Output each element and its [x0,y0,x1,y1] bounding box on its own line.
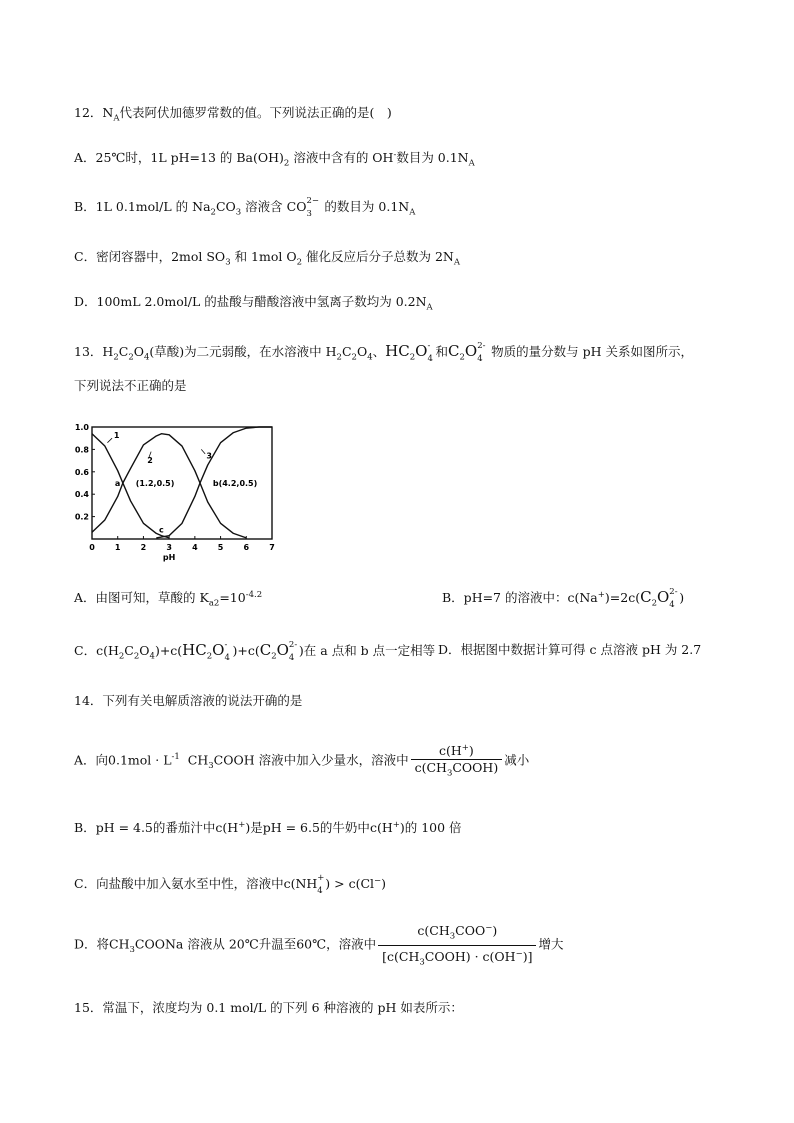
q14-option-b: B．pH = 4.5的番茄汁中c(H+)是pH = 6.5的牛奶中c(H+)的 100 倍 [74,820,462,836]
x-tick-label: 2 [140,543,147,552]
series-label-leader [107,438,112,442]
q14-a-fraction: $\frac{c(H^+)}{c(CH_3COOH)}$ [411,740,503,782]
y-tick-label: 0.2 [74,512,89,522]
series-label: 1 [113,431,120,441]
y-tick-label: 0.4 [74,490,89,500]
x-tick-label: 7 [269,543,275,552]
q14-stem: 14．下列有关电解质溶液的说法开确的是 [74,693,303,708]
series-label: 2 [147,455,153,465]
q14-option-d: D．将$CH_3COONa$ 溶液从 20℃升温至60℃，溶液中 $\frac{c(CH_3COO^-)}{[c(CH_3COOH) \cdot c(OH^-)]}$ 增大 [74,920,564,970]
chart-annotation: a [114,479,121,488]
speciation-chart [70,415,282,565]
x-tick-label: 5 [217,543,224,552]
x-tick-label: 6 [243,543,250,552]
chart-annotation: c [159,525,164,535]
q13-option-b: B．pH=7 的溶液中：$c(Na^+)=2c(C_2O$ 2- 4 ) [442,587,685,611]
q13-stem-line1: 13．$H_2C_2O_4$(草酸)为二元弱酸，在水溶液中 $H_2C_2O_4$、$HC_2O$ - 4 和$C_2O$ 2- 4 物质的量分数与 pH 关系如图所示， [74,341,694,364]
q12-option-c: C．密闭容器中，2mol $SO_3$ 和 1mol $O_2$ 催化反应后分子总数为 $2N_A$ [74,249,461,268]
q12-option-b: B．1L 0.1mol/L 的 $Na_2CO_3$ 溶液含 CO 2− 3 的数目为 $0.1N_A$ [74,196,416,219]
y-tick-label: 1.0 [74,423,89,432]
q12-option-d: D．100mL 2.0mol/L 的盐酸与醋酸溶液中氢离子数均为 $0.2N_A$ [74,294,433,313]
y-tick-label: 0.8 [74,445,89,455]
x-tick-label: 4 [192,543,198,552]
chart-annotation: b(4.2,0.5) [212,479,258,488]
q13-option-d: D．根据图中数据计算可得 c 点溶液 pH 为 2.7 [438,642,702,657]
q13-option-a: A．由图可知，草酸的 $K_{a2}=10^{-4.2}$ [74,590,263,609]
q14-d-fraction: $\frac{c(CH_3COO^-)}{[c(CH_3COOH) \cdot c(OH^-)]}$ [378,920,536,970]
series-label-leader [201,449,205,453]
y-tick-label: 0.6 [74,467,89,477]
x-tick-label: 3 [166,543,172,552]
series-label: 3 [206,451,213,461]
x-tick-label: 1 [114,543,121,552]
x-axis-label: pH [162,553,176,562]
q12-stem: 12．$N_A$代表阿伏加德罗常数的值。下列说法正确的是( ) [74,105,392,124]
q14-option-c: C．向盐酸中加入氨水至中性，溶液中c(NH + 4 ) > c(Cl−) [74,873,387,897]
q13-stem-line2: 下列说法不正确的是 [74,378,187,393]
x-tick-label: 0 [89,543,95,552]
q14-option-a: A．向$0.1mol \cdot L^{-1}$ $CH_3COOH$ 溶液中加入少量水，溶液中 $\frac{c(H^+)}{c(CH_3COOH)}$ 减小 [74,740,529,782]
q12-option-a: A．25℃时，1L pH=13 的 $Ba(OH)_2$ 溶液中含有的 OH-数目为 $0.1N_A$ [74,150,475,169]
q13-option-c: C．$c(H_2C_2O_4)+c(HC_2O$ - 4 )$+c(C_2O$ 2- 4 )在 a 点和 b 点一定相等 [74,640,436,663]
chart-annotation: (1.2,0.5) [135,479,175,488]
q15-stem: 15．常温下，浓度均为 0.1 mol/L 的下列 6 种溶液的 pH 如表所示： [74,1000,463,1015]
